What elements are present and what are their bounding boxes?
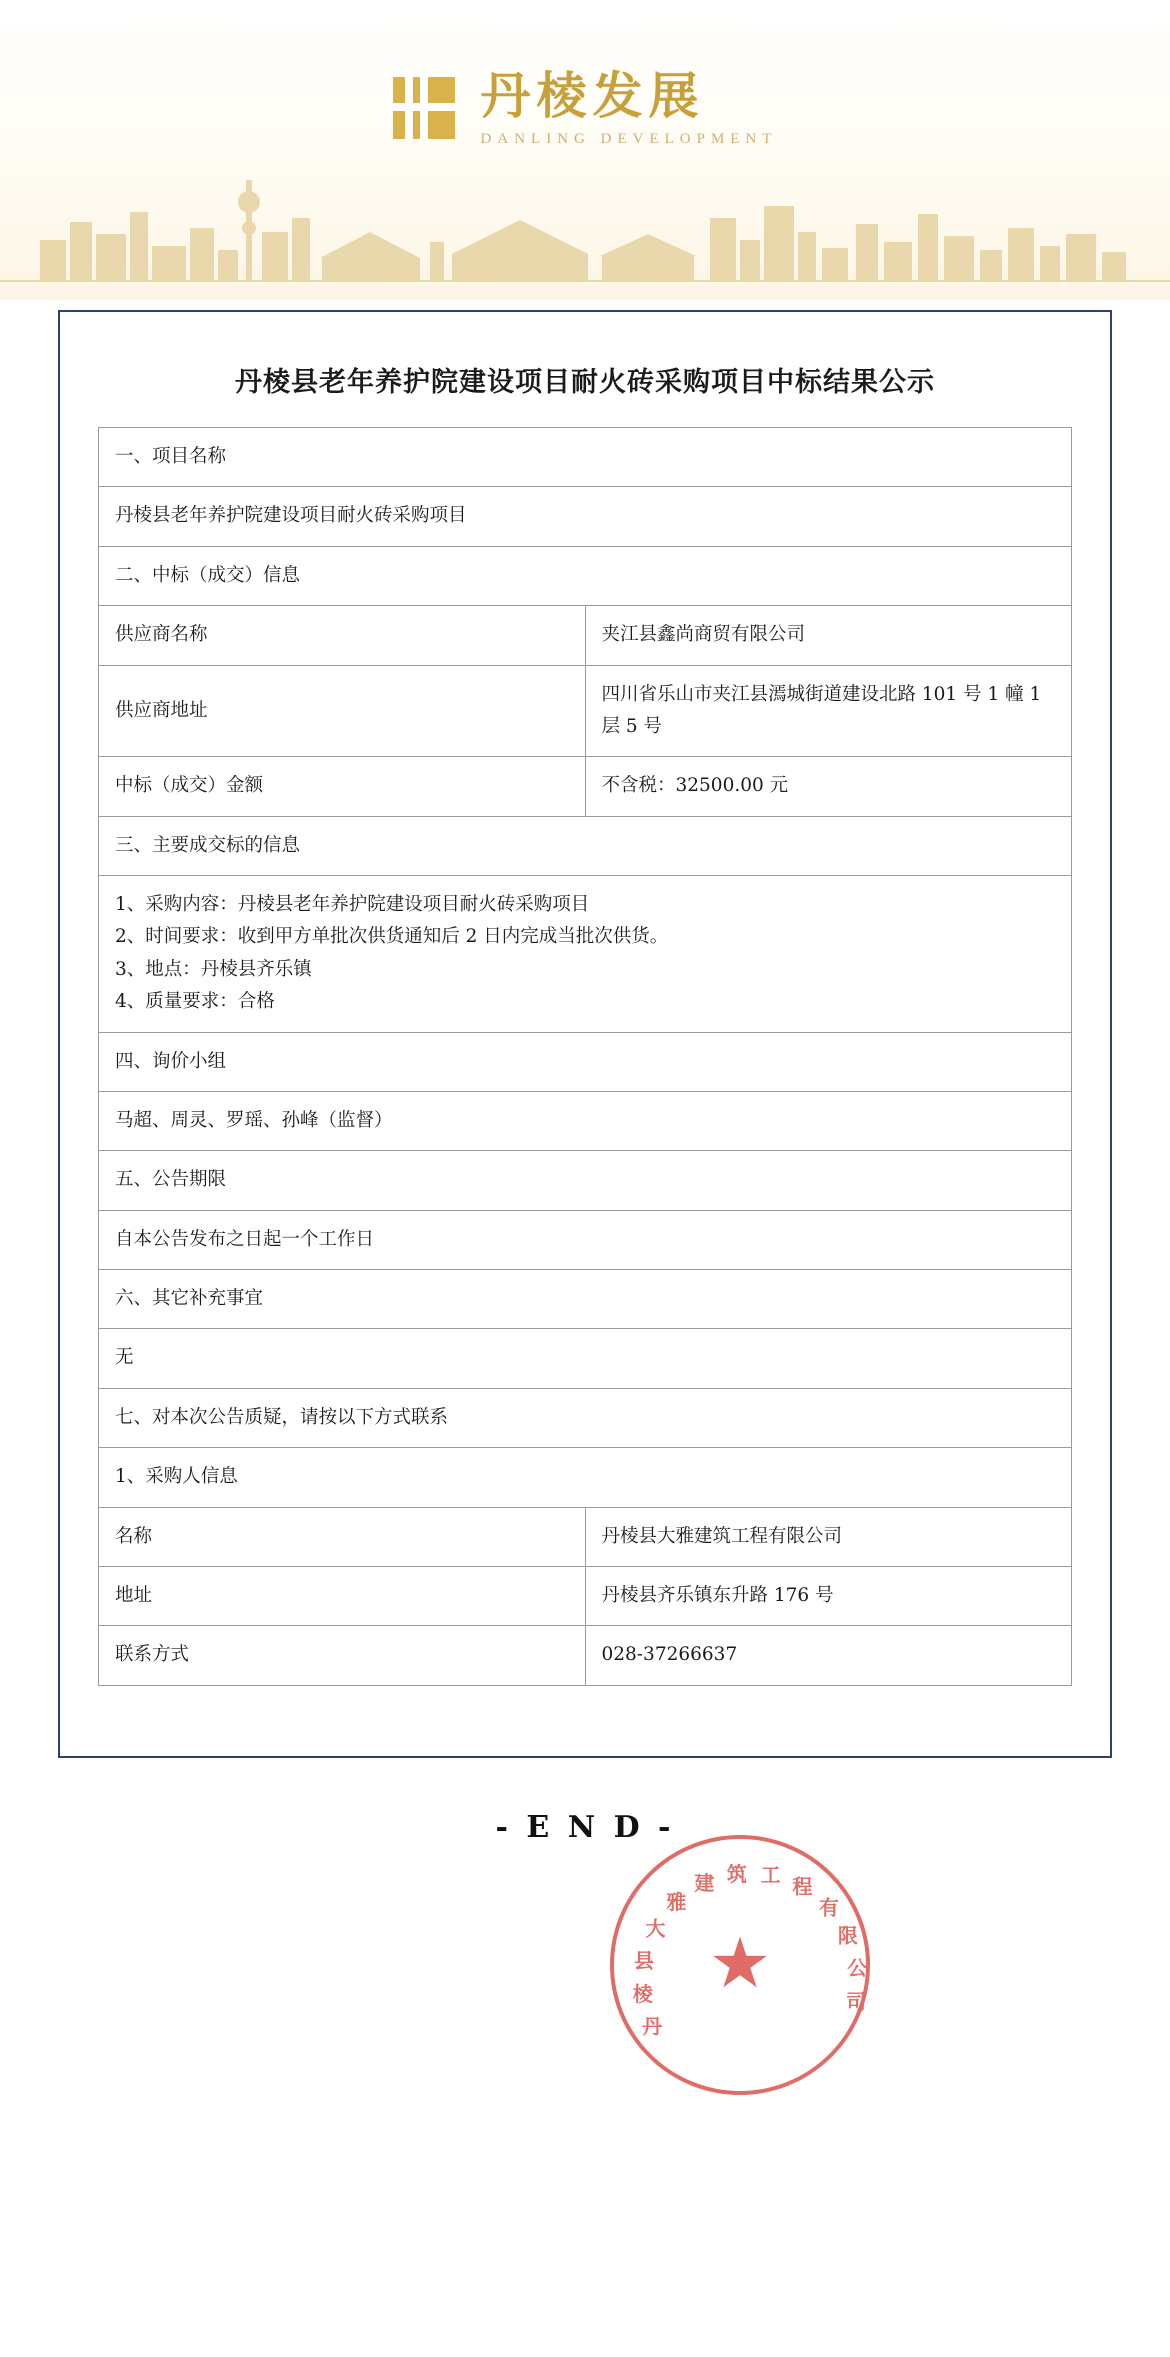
section-heading: 五、公告期限 xyxy=(99,1151,1072,1210)
table-row xyxy=(99,1210,1072,1269)
table-row xyxy=(99,606,1072,665)
skyline-illustration xyxy=(0,162,1170,282)
table-row xyxy=(99,1270,1072,1329)
table-row xyxy=(99,757,1072,816)
brand-logo xyxy=(0,0,1170,148)
purchaser-contact-label: 联系方式 xyxy=(99,1626,586,1685)
award-amount-label: 中标（成交）金额 xyxy=(99,757,586,816)
section-heading: 四、询价小组 xyxy=(99,1032,1072,1091)
purchaser-name-value: 丹棱县大雅建筑工程有限公司 xyxy=(585,1507,1072,1566)
inquiry-group-value: 马超、周灵、罗瑶、孙峰（监督） xyxy=(99,1091,1072,1150)
announcement-table xyxy=(98,427,1072,1686)
award-amount-value: 不含税：32500.00 元 xyxy=(585,757,1072,816)
purchaser-address-label: 地址 xyxy=(99,1566,586,1625)
table-row xyxy=(99,1388,1072,1447)
section-heading: 一、项目名称 xyxy=(99,428,1072,487)
page-title: 丹棱县老年养护院建设项目耐火砖采购项目中标结果公示 xyxy=(235,367,935,398)
purchaser-address-value: 丹棱县齐乐镇东升路 176 号 xyxy=(585,1566,1072,1625)
supplier-address-value: 四川省乐山市夹江县漹城街道建设北路 101 号 1 幢 1 层 5 号 xyxy=(585,665,1072,757)
table-row xyxy=(99,487,1072,546)
detail-line: 3、地点：丹棱县齐乐镇 xyxy=(115,958,312,980)
supplier-name-label: 供应商名称 xyxy=(99,606,586,665)
table-row xyxy=(99,1626,1072,1685)
supplier-address-label: 供应商地址 xyxy=(99,665,586,757)
brand-name-en: DANLING DEVELOPMENT xyxy=(480,131,778,147)
detail-line: 1、采购内容：丹棱县老年养护院建设项目耐火砖采购项目 xyxy=(115,894,590,915)
table-row xyxy=(99,1448,1072,1507)
section-heading: 三、主要成交标的信息 xyxy=(99,816,1072,875)
end-marker: - E N D - xyxy=(495,1809,675,1845)
purchaser-name-label: 名称 xyxy=(99,1507,586,1566)
table-row xyxy=(99,1032,1072,1091)
supplier-name-value: 夹江县鑫尚商贸有限公司 xyxy=(585,606,1072,665)
section-heading: 1、采购人信息 xyxy=(99,1448,1072,1507)
project-name-value: 丹棱县老年养护院建设项目耐火砖采购项目 xyxy=(99,487,1072,546)
table-row xyxy=(99,546,1072,605)
table-row xyxy=(99,1091,1072,1150)
table-row xyxy=(99,876,1072,1033)
table-row xyxy=(99,1566,1072,1625)
seal-ring-text: 丹 棱 县 大 雅 建 筑 工 程 有 限 公 司 xyxy=(632,1861,868,2039)
subject-details xyxy=(99,876,1072,1033)
brand-name-cn: 丹棱发展 xyxy=(480,66,705,125)
table-row xyxy=(99,816,1072,875)
table-row xyxy=(99,665,1072,757)
seal-star-icon: ★ xyxy=(708,1926,772,2003)
notice-period-value: 自本公告发布之日起一个工作日 xyxy=(99,1210,1072,1269)
table-row xyxy=(99,1507,1072,1566)
window-grid-logo-icon xyxy=(393,77,455,139)
brand-text xyxy=(481,68,778,148)
detail-line: 2、时间要求：收到甲方单批次供货通知后 2 日内完成当批次供货。 xyxy=(115,926,669,948)
table-row xyxy=(99,1329,1072,1388)
section-heading: 六、其它补充事宜 xyxy=(99,1270,1072,1329)
section-heading: 二、中标（成交）信息 xyxy=(99,546,1072,605)
supplementary-value: 无 xyxy=(99,1329,1072,1388)
table-row xyxy=(99,1151,1072,1210)
detail-line: 4、质量要求：合格 xyxy=(115,991,275,1013)
table-row xyxy=(99,428,1072,487)
section-heading: 七、对本次公告质疑，请按以下方式联系 xyxy=(99,1388,1072,1447)
purchaser-contact-value: 028-37266637 xyxy=(585,1626,1072,1685)
header-banner xyxy=(0,0,1170,300)
